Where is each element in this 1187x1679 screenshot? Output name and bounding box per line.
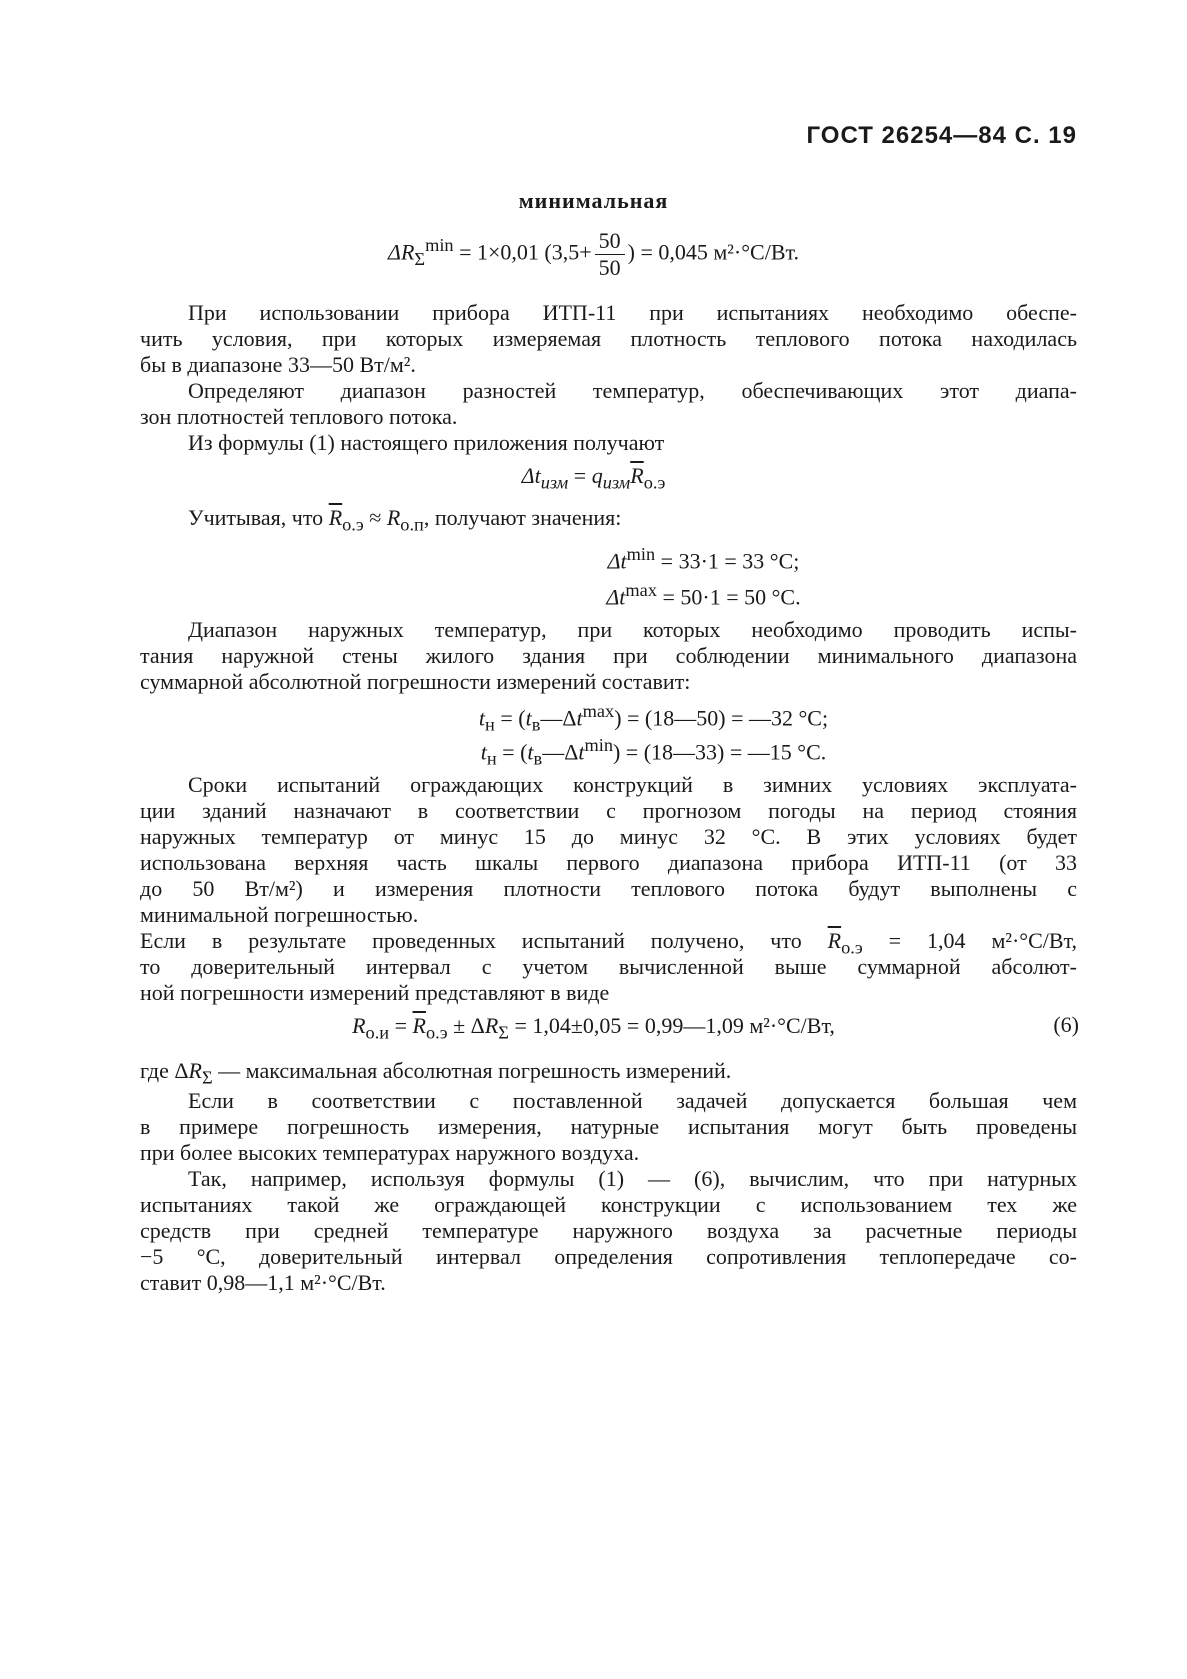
text-line: Определяют диапазон разностей температур, обеспечивающих этот диапа-: [188, 378, 1077, 403]
text-line: средств при средней температуре наружного воздуха за расчетные периоды: [140, 1218, 1077, 1243]
text-line: где $\Delta R_\Sigma$ — максимальная абсолютная погрешность измерений.: [140, 1058, 732, 1088]
formula-dt-max: $\Delta t^{max} = 50\cdot 1 = 50$ °С.: [606, 580, 801, 610]
text-line: ной погрешности измерений представляют в виде: [140, 980, 610, 1005]
text-line: −5 °С, доверительный интервал определения сопротивления теплопередаче со-: [140, 1244, 1077, 1269]
text-line: Если в соответствии с поставленной задачей допускается большая чем: [188, 1088, 1077, 1113]
equation-number: (6): [1053, 1012, 1079, 1037]
formula-dt: $\Delta t_{изм} = q_{изм}\overline{R}_{o.э}$: [521, 463, 666, 493]
text-line: Из формулы (1) настоящего приложения получают: [188, 430, 665, 455]
section-subtitle: минимальная: [518, 188, 669, 213]
text-line: бы в диапазоне 33—50 Вт/м².: [140, 352, 416, 377]
formula-min: $\Delta R_\Sigma^{min} = 1\times 0,01$ (3,5+ $\frac{50}{50}$ ) = 0,045 м²·°С/Вт.: [388, 228, 799, 280]
fraction: $\frac{50}{50}$: [595, 228, 625, 281]
text-line: суммарной абсолютной погрешности измерений составит:: [140, 669, 691, 694]
text-line: При использовании прибора ИТП-11 при испытаниях необходимо обеспе-: [188, 300, 1077, 325]
text-line: Сроки испытаний ограждающих конструкций в зимних условиях эксплуата-: [188, 772, 1077, 797]
formula-tn-1: $t_н$ = $(t_в—\Delta t^{max})$ = (18—50) = —32 °С;: [478, 701, 829, 735]
text-line: Если в результате проведенных испытаний получено, что $\overline{R}_{o.э} = 1,04$ м²·°С/Вт,: [140, 928, 1077, 958]
text-line: при более высоких температурах наружного воздуха.: [140, 1140, 640, 1165]
text-line: чить условия, при которых измеряемая плотность теплового потока находилась: [140, 326, 1077, 351]
formula-tn-2: $t_н$ = $(t_в—\Delta t^{min})$ = (18—33) = —15 °С.: [480, 735, 827, 769]
text-line: ции зданий назначают в соответствии с прогнозом погоды на период стояния: [140, 798, 1077, 823]
document-header: ГОСТ 26254—84 С. 19: [806, 122, 1077, 149]
formula-dt-min: $\Delta t^{min} = 33\cdot 1 = 33$ °С;: [607, 544, 800, 574]
text-line: в примере погрешность измерения, натурные испытания могут быть проведены: [140, 1114, 1077, 1139]
text-line: Учитывая, что $\overline{R}_{o.э} \approx R_{o.п}$, получают значения:: [188, 505, 622, 535]
text-line: Так, например, используя формулы (1) — (6), вычислим, что при натурных: [188, 1166, 1077, 1191]
text-line: то доверительный интервал с учетом вычисленной выше суммарной абсолют-: [140, 954, 1077, 979]
formula-ro: $R_{o.и} = \overline{R}_{o.э} \pm \Delta R_\Sigma = 1,04\pm 0,05$ = 0,99—1,09 м²·°С/Вт,: [352, 1013, 835, 1043]
text-line: ставит 0,98—1,1 м²·°С/Вт.: [140, 1270, 386, 1295]
text-line: минимальной погрешностью.: [140, 902, 419, 927]
text-line: тания наружной стены жилого здания при соблюдении минимального диапазона: [140, 643, 1077, 668]
text-line: зон плотностей теплового потока.: [140, 404, 458, 429]
text-line: Диапазон наружных температур, при которых необходимо проводить испы-: [188, 617, 1077, 642]
text-line: испытаниях такой же ограждающей конструкции с использованием тех же: [140, 1192, 1077, 1217]
text-line: до 50 Вт/м²) и измерения плотности теплового потока будут выполнены с: [140, 876, 1077, 901]
text-line: использована верхняя часть шкалы первого диапазона прибора ИТП-11 (от 33: [140, 850, 1077, 875]
text-line: наружных температур от минус 15 до минус 32 °С. В этих условиях будет: [140, 824, 1077, 849]
